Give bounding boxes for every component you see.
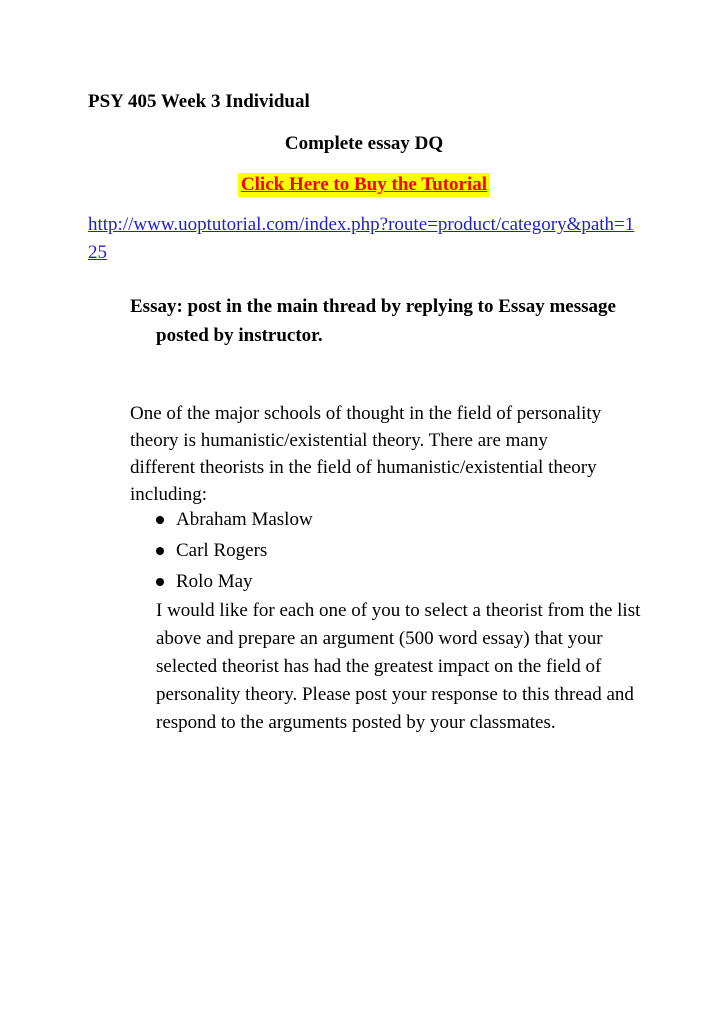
- bullet-icon: [156, 547, 164, 555]
- theorist-list: [152, 506, 313, 599]
- list-item: [152, 506, 313, 537]
- theorist-name: Rolo May: [176, 571, 253, 592]
- document-subtitle: Complete essay DQ: [284, 133, 444, 154]
- bullet-icon: [156, 516, 164, 524]
- bullet-icon: [156, 578, 164, 586]
- tutorial-url-link[interactable]: http://www.uoptutorial.com/index.php?route=product/category&path=125: [88, 214, 635, 263]
- buy-link-container: [0, 173, 728, 197]
- essay-heading: Essay: post in the main thread by replying to Essay message posted by instructor.: [130, 296, 616, 346]
- list-item: [152, 568, 313, 599]
- theorist-name: Abraham Maslow: [176, 509, 313, 530]
- document-title: PSY 405 Week 3 Individual: [88, 91, 310, 112]
- theorist-name: Carl Rogers: [176, 540, 268, 561]
- list-item: [152, 537, 313, 568]
- buy-tutorial-link[interactable]: Click Here to Buy the Tutorial: [238, 173, 490, 197]
- intro-paragraph: One of the major schools of thought in the field of personality theory is humanistic/existential theory. There are many different theorists in the field of humanistic/existential theory including:: [130, 403, 602, 505]
- instructions-paragraph: I would like for each one of you to select a theorist from the list above and prepare an argument (500 word essay) that your selected theorist has had the greatest impact on the field of personality theory. Please post your response to this thread and respond to the arguments posted by your classmates.: [156, 600, 641, 733]
